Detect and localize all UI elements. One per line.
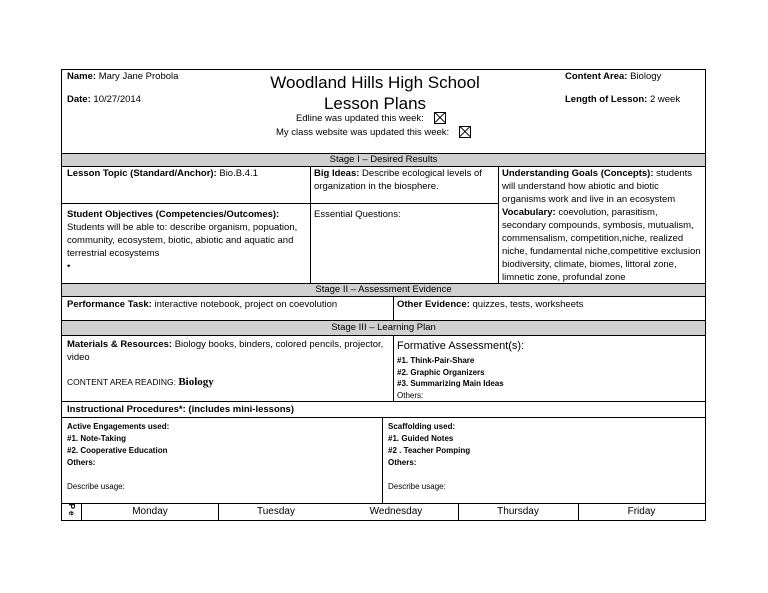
content-area-label: Content Area: [565, 71, 628, 82]
name-label: Name: [67, 71, 97, 82]
objectives-label: Student Objectives (Competencies/Outcomes): [67, 209, 280, 220]
understanding-goals [502, 167, 704, 284]
day-thursday: Thursday [497, 506, 539, 517]
lesson-topic [67, 167, 307, 180]
website-status [276, 126, 471, 139]
performance-value: interactive notebook, project on coevolution [154, 299, 338, 310]
other-evidence [397, 298, 583, 311]
other-evidence-label: Other Evidence: [397, 299, 470, 310]
day-monday: Monday [132, 506, 168, 517]
other-evidence-value: quizzes, tests, worksheets [472, 299, 584, 310]
big-ideas-value: Describe ecological levels of organization in the biosphere. [314, 168, 482, 192]
performance-label: Performance Task: [67, 299, 152, 310]
list-item: Others: [388, 458, 417, 467]
stage2-heading: Stage II – Assessment Evidence [62, 283, 705, 297]
content-area-field [565, 70, 661, 83]
edline-status [296, 112, 446, 125]
date-field [67, 93, 141, 106]
list-item: #2 . Teacher Pomping [388, 446, 471, 455]
scaffolding [388, 421, 470, 469]
stage1-heading: Stage I – Desired Results [62, 153, 705, 167]
student-objectives [67, 208, 307, 273]
content-area-reading [67, 376, 214, 388]
side-label: P e [67, 503, 76, 516]
list-item: #3. Summarizing Main Ideas [397, 379, 504, 388]
school-name: Woodland Hills High School [270, 73, 480, 92]
formative-list [397, 355, 504, 401]
content-reading-value: Biology [178, 376, 214, 388]
day-friday: Friday [627, 506, 656, 517]
topic-value: Bio.B.4.1 [219, 168, 258, 179]
essential-questions-label: Essential Questions: [314, 209, 401, 220]
website-text: My class website was updated this week: [276, 127, 450, 138]
objectives-value: Students will be able to: describe organism, popuation, community, ecosystem, biotic, abiotic and aquatic and terrestrial ecosystems [67, 222, 298, 259]
length-label: Length of Lesson: [565, 94, 648, 105]
website-checkbox[interactable] [459, 126, 471, 138]
materials-value: Biology books, binders, colored pencils, projector, video [67, 339, 384, 363]
describe-usage-left: Describe usage: [67, 482, 125, 491]
document-title: Lesson Plans [323, 94, 427, 113]
name-field [67, 70, 178, 83]
list-item: #1. Think-Pair-Share [397, 356, 475, 365]
list-item: #2. Cooperative Education [67, 446, 168, 455]
formative-others: Others: [397, 390, 424, 400]
day-tuesday: Tuesday [257, 506, 295, 517]
content-area-value: Biology [630, 71, 662, 82]
length-value: 2 week [649, 94, 681, 105]
list-item: Others: [67, 458, 96, 467]
vocabulary-value: coevolution, parasitism, secondary compounds, symbosis, mutualism, commensalism, competition,niche, realized niche, fundamental niche,competitive exclusion biodiversity, climate, biomes, littoral zone, limnetic zone, profundal zone [502, 207, 701, 283]
date-label: Date: [67, 94, 91, 105]
content-reading-label: CONTENT AREA READING: [67, 377, 176, 387]
instructional-procedures-label: Instructional Procedures*: (includes mini-lessons) [67, 404, 294, 415]
date-value: 10/27/2014 [93, 94, 141, 105]
big-ideas-label: Big Ideas: [314, 168, 360, 179]
vocabulary-label: Vocabulary: [502, 207, 556, 218]
edline-checkbox[interactable] [434, 112, 446, 124]
scaffold-label: Scaffolding used: [388, 422, 456, 431]
edline-text: Edline was updated this week: [296, 113, 424, 124]
active-label: Active Engagements used: [67, 422, 170, 431]
materials-resources [67, 338, 387, 364]
formative-assessment-label: Formative Assessment(s): [397, 340, 525, 352]
stage3-heading: Stage III – Learning Plan [62, 320, 705, 336]
length-field [565, 93, 680, 106]
name-value: Mary Jane Probola [98, 71, 179, 82]
list-item: #1. Note-Taking [67, 434, 126, 443]
materials-label: Materials & Resources: [67, 339, 173, 350]
performance-task [67, 298, 337, 311]
topic-label: Lesson Topic (Standard/Anchor): [67, 168, 217, 179]
active-engagements [67, 421, 169, 469]
list-item: #2. Graphic Organizers [397, 367, 485, 377]
understanding-label: Understanding Goals (Concepts): [502, 168, 654, 179]
big-ideas [314, 167, 496, 193]
describe-usage-right: Describe usage: [388, 482, 446, 491]
list-item: #1. Guided Notes [388, 434, 454, 443]
day-wednesday: Wednesday [369, 506, 423, 517]
objectives-bullet: • [67, 261, 71, 272]
understanding-value: students will understand how abiotic and biotic organisms work and live in an ecosystem [502, 168, 693, 205]
